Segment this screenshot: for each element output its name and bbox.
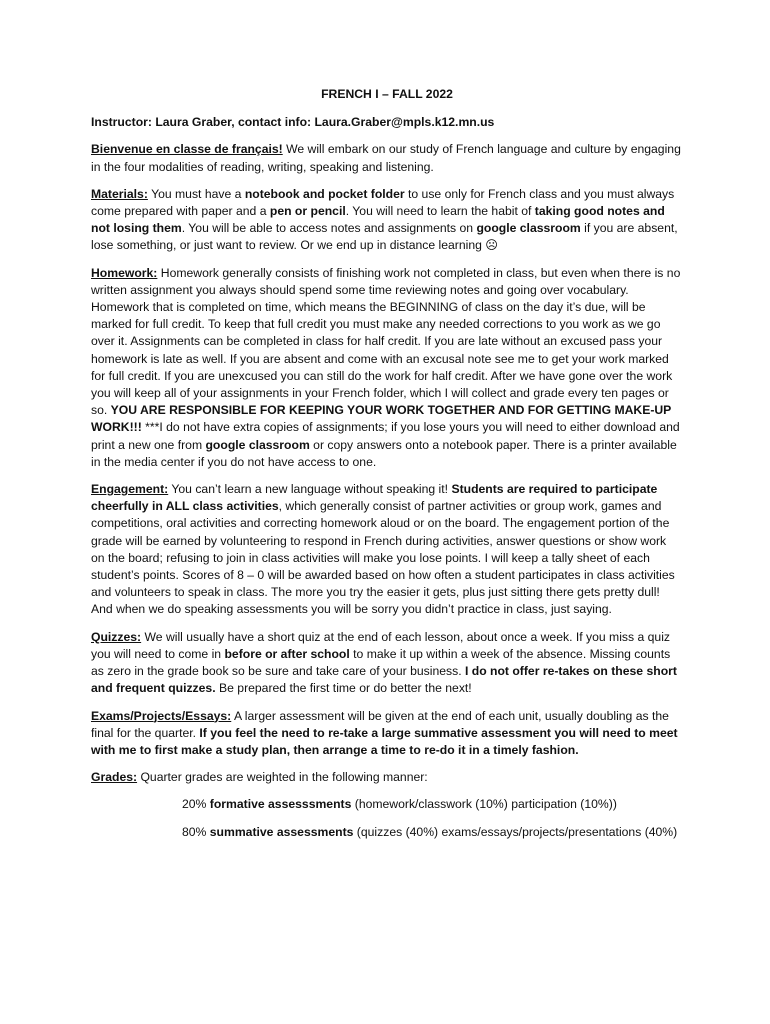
materials-text: to use only for French class and you must always come prepared with paper and a — [91, 186, 675, 219]
grade-weight-label: summative assessments — [209, 824, 354, 839]
materials-bold: pen or pencil — [269, 204, 346, 219]
materials-bold: taking good notes and not losing them — [91, 204, 665, 236]
document-title: FRENCH I – FALL 2022 — [321, 87, 453, 101]
homework-text: ***I do not have extra copies of assignments; if you lose yours you will need to either download and print a new one from — [91, 420, 680, 452]
quizzes-heading: Quizzes: — [91, 629, 142, 644]
quizzes-bold: before or after school — [224, 646, 350, 661]
exams-bold: If you feel the need to re-take a large summative assessment you will need to meet with me to first make a study plan, then arrange a time to re-do it in a timely fashion. — [91, 725, 678, 757]
materials-heading: Materials: — [91, 186, 148, 201]
grade-weight-percent: 20% — [182, 797, 210, 812]
engagement-heading: Engagement: — [91, 482, 169, 497]
quizzes-text: Be prepared the first time or do better the next! — [215, 681, 472, 696]
materials-text: . You will be able to access notes and assignments on — [181, 221, 477, 236]
syllabus-document — [91, 86, 683, 851]
engagement-text: You can’t learn a new language without speaking it! — [168, 482, 452, 497]
welcome-heading: Bienvenue en classe de français! — [91, 142, 283, 157]
welcome-text: We will embark on our study of French language and culture by engaging in the four modalities of reading, writing, speaking and listening. — [91, 142, 681, 174]
exams-text: A larger assessment will be given at the end of each unit, usually doubling as the final for the quarter. — [91, 708, 669, 740]
exams-paragraph — [91, 708, 683, 760]
quizzes-paragraph — [91, 629, 683, 698]
quizzes-text: to make it up within a week of the absence. Missing counts as zero in the grade book so be sure and take care of your business. — [91, 646, 671, 679]
homework-text: Homework generally consists of finishing work not completed in class, but even when there is no written assignment you always should spend some time reviewing notes and going over vocabulary. Homework that is completed on time, which means the BEGINNING of class on the day it’s due, will be marked for full credit. To keep that full credit you must make any needed corrections to you work as we go over it. Assignments can be completed in class for half credit. If you are late without an excused pass your homework is late as well. If you are absent and come with an excusal note see me to get your work marked for full credit. If you are unexcused you can still do the work for half credit. After we have gone over the work you will keep all of your assignments in your French folder, which I will collect and grade every ten pages or so. — [91, 265, 681, 418]
welcome-paragraph — [91, 141, 683, 175]
grade-weight-detail: (homework/classwork (10%) participation (10%)) — [351, 797, 617, 812]
engagement-bold: Students are required to participate cheerfully in ALL class activities — [91, 482, 658, 514]
materials-bold: notebook and pocket folder — [244, 186, 405, 201]
exams-heading: Exams/Projects/Essays: — [91, 708, 232, 723]
grades-paragraph — [91, 769, 683, 786]
materials-text: if you are absent, lose something, or just want to review. Or we end up in distance learning — [91, 221, 678, 253]
materials-bold: google classroom — [476, 221, 581, 236]
engagement-paragraph — [91, 481, 683, 619]
materials-text: You must have a — [147, 186, 245, 201]
engagement-text: , which generally consist of partner activities or group work, games and competitions, oral activities and correcting homework aloud or on the board. The engagement portion of the grade will be earned by volunteering to respond in French during activities, answer questions or show work on the board; refusing to join in class activities will make you lose points. I will keep a tally sheet of each student’s points. Scores of 8 – 0 will be awarded based on how often a student participates in class activities and volunteers to speak in class. The more you try the easier it gets, plus just sitting there gets pretty dull! And when we do speaking assessments you will be sorry you didn’t practice in class, just saying. — [91, 499, 675, 617]
quizzes-text: We will usually have a short quiz at the end of each lesson, about once a week. If you miss a quiz you will need to come in — [91, 629, 670, 661]
grade-weight-detail: (quizzes (40%) exams/essays/projects/presentations (40%) — [353, 824, 678, 839]
grades-text: Quarter grades are weighted in the following manner: — [137, 770, 428, 785]
frown-face-icon: ☹ — [485, 238, 498, 253]
grade-weight-label: formative assesssments — [209, 797, 352, 812]
materials-text: . You will need to learn the habit of — [345, 204, 535, 219]
grade-weight-item — [182, 824, 683, 841]
homework-bold: google classroom — [205, 437, 310, 452]
grade-weight-item — [182, 796, 683, 813]
homework-paragraph — [91, 265, 683, 471]
instructor-line: Instructor: Laura Graber, contact info: Laura.Graber@mpls.k12.mn.us — [91, 115, 495, 130]
homework-bold: YOU ARE RESPONSIBLE FOR KEEPING YOUR WORK TOGETHER AND FOR GETTING MAKE-UP WORK!!! — [91, 403, 672, 435]
quizzes-bold: I do not offer re-takes on these short and frequent quizzes. — [91, 664, 677, 696]
materials-paragraph — [91, 186, 683, 255]
homework-heading: Homework: — [91, 265, 158, 280]
grade-weight-percent: 80% — [182, 824, 210, 839]
homework-text: or copy answers onto a notebook paper. There is a printer available in the media center if you do not have access to one. — [91, 437, 677, 469]
grades-heading: Grades: — [91, 770, 138, 785]
